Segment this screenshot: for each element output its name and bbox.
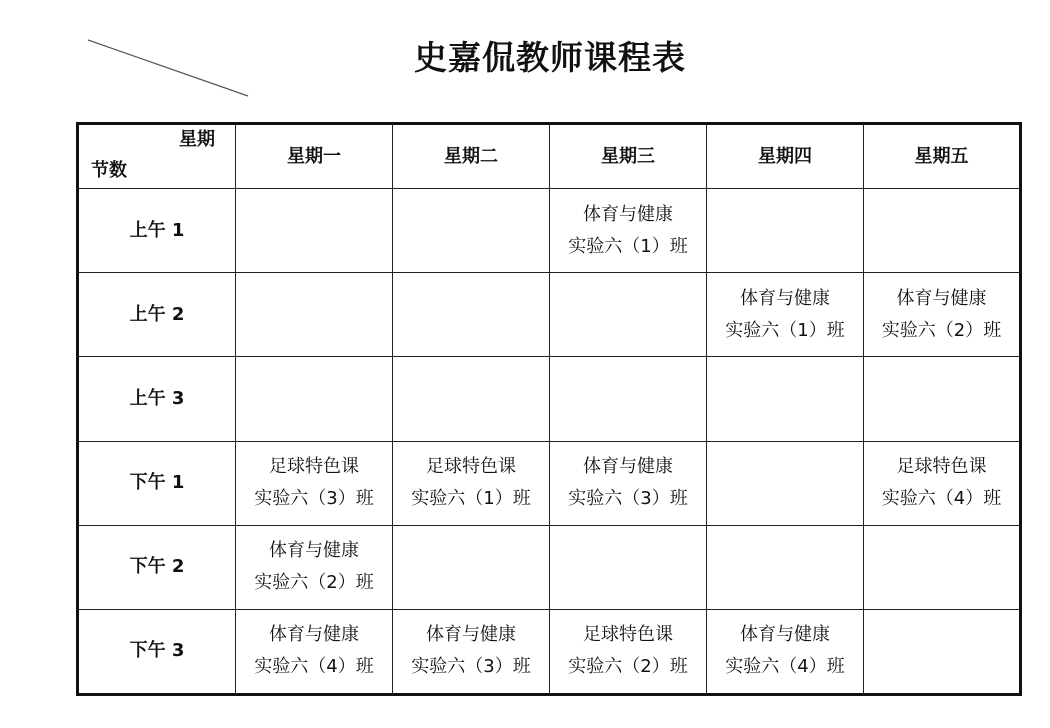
schedule-cell-tuesday	[393, 357, 550, 441]
period-row	[78, 525, 1021, 609]
course-name: 体育与健康	[269, 540, 359, 562]
schedule-cell-thursday	[707, 441, 864, 525]
schedule-cell-wednesday	[550, 441, 707, 525]
class-name: 实验六（4）班	[881, 488, 1002, 510]
course-name: 体育与健康	[426, 624, 516, 646]
schedule-cell-thursday	[707, 525, 864, 609]
course-name: 体育与健康	[583, 203, 673, 225]
schedule-cell-thursday	[707, 609, 864, 694]
period-row	[78, 357, 1021, 441]
day-header-wednesday: 星期三	[550, 124, 707, 189]
schedule-cell-tuesday	[393, 273, 550, 357]
class-name: 实验六（4）班	[725, 656, 845, 678]
schedule-cell-tuesday	[393, 609, 550, 694]
class-name: 实验六（2）班	[254, 572, 374, 594]
timetable	[76, 122, 1022, 696]
schedule-cell-tuesday	[393, 525, 550, 609]
course-name: 足球特色课	[426, 456, 516, 478]
day-header-tuesday: 星期二	[393, 124, 550, 189]
period-label: 下午 2	[78, 525, 236, 609]
schedule-cell-monday	[236, 273, 393, 357]
timetable-body	[78, 124, 1021, 695]
corner-period-label: 节数	[91, 160, 127, 182]
period-label: 下午 1	[78, 441, 236, 525]
schedule-cell-tuesday	[393, 441, 550, 525]
schedule-cell-friday	[864, 357, 1021, 441]
day-header-thursday: 星期四	[707, 124, 864, 189]
course-name: 足球特色课	[896, 456, 987, 478]
class-name: 实验六（3）班	[254, 488, 374, 510]
schedule-cell-monday	[236, 189, 393, 273]
course-name: 体育与健康	[583, 456, 673, 478]
class-name: 实验六（3）班	[568, 488, 688, 510]
class-name: 实验六（2）班	[568, 656, 688, 678]
period-row	[78, 189, 1021, 273]
schedule-cell-friday	[864, 273, 1021, 357]
period-label: 上午 3	[78, 357, 236, 441]
schedule-cell-wednesday	[550, 273, 707, 357]
schedule-cell-wednesday	[550, 609, 707, 694]
period-row	[78, 273, 1021, 357]
schedule-cell-thursday	[707, 273, 864, 357]
schedule-cell-tuesday	[393, 189, 550, 273]
period-row	[78, 441, 1021, 525]
period-label: 上午 1	[78, 189, 236, 273]
page-title: 史嘉侃教师课程表	[414, 38, 686, 77]
day-header-monday: 星期一	[236, 124, 393, 189]
class-name: 实验六（4）班	[254, 656, 374, 678]
class-name: 实验六（1）班	[411, 488, 531, 510]
schedule-cell-friday	[864, 189, 1021, 273]
course-name: 足球特色课	[269, 456, 359, 478]
decorative-diagonal-line	[88, 38, 258, 100]
period-label: 下午 3	[78, 609, 236, 694]
schedule-cell-monday	[236, 525, 393, 609]
schedule-cell-friday	[864, 609, 1021, 694]
schedule-cell-thursday	[707, 357, 864, 441]
course-name: 足球特色课	[583, 624, 673, 646]
day-header-friday: 星期五	[864, 124, 1021, 189]
schedule-cell-monday	[236, 357, 393, 441]
period-label: 上午 2	[78, 273, 236, 357]
schedule-cell-friday	[864, 525, 1021, 609]
schedule-cell-wednesday	[550, 189, 707, 273]
class-name: 实验六（1）班	[725, 319, 845, 341]
class-name: 实验六（2）班	[881, 319, 1002, 341]
period-row	[78, 609, 1021, 694]
schedule-cell-friday	[864, 441, 1021, 525]
corner-weekday-label: 星期	[179, 129, 215, 150]
course-name: 体育与健康	[740, 624, 830, 646]
class-name: 实验六（1）班	[568, 235, 688, 257]
corner-header-cell	[78, 124, 236, 189]
class-name: 实验六（3）班	[411, 656, 531, 678]
course-name: 体育与健康	[740, 287, 830, 309]
schedule-cell-thursday	[707, 189, 864, 273]
schedule-cell-wednesday	[550, 357, 707, 441]
schedule-cell-monday	[236, 441, 393, 525]
course-name: 体育与健康	[896, 287, 987, 309]
schedule-cell-wednesday	[550, 525, 707, 609]
schedule-cell-monday	[236, 609, 393, 694]
header-row	[78, 124, 1021, 189]
course-name: 体育与健康	[269, 624, 359, 646]
